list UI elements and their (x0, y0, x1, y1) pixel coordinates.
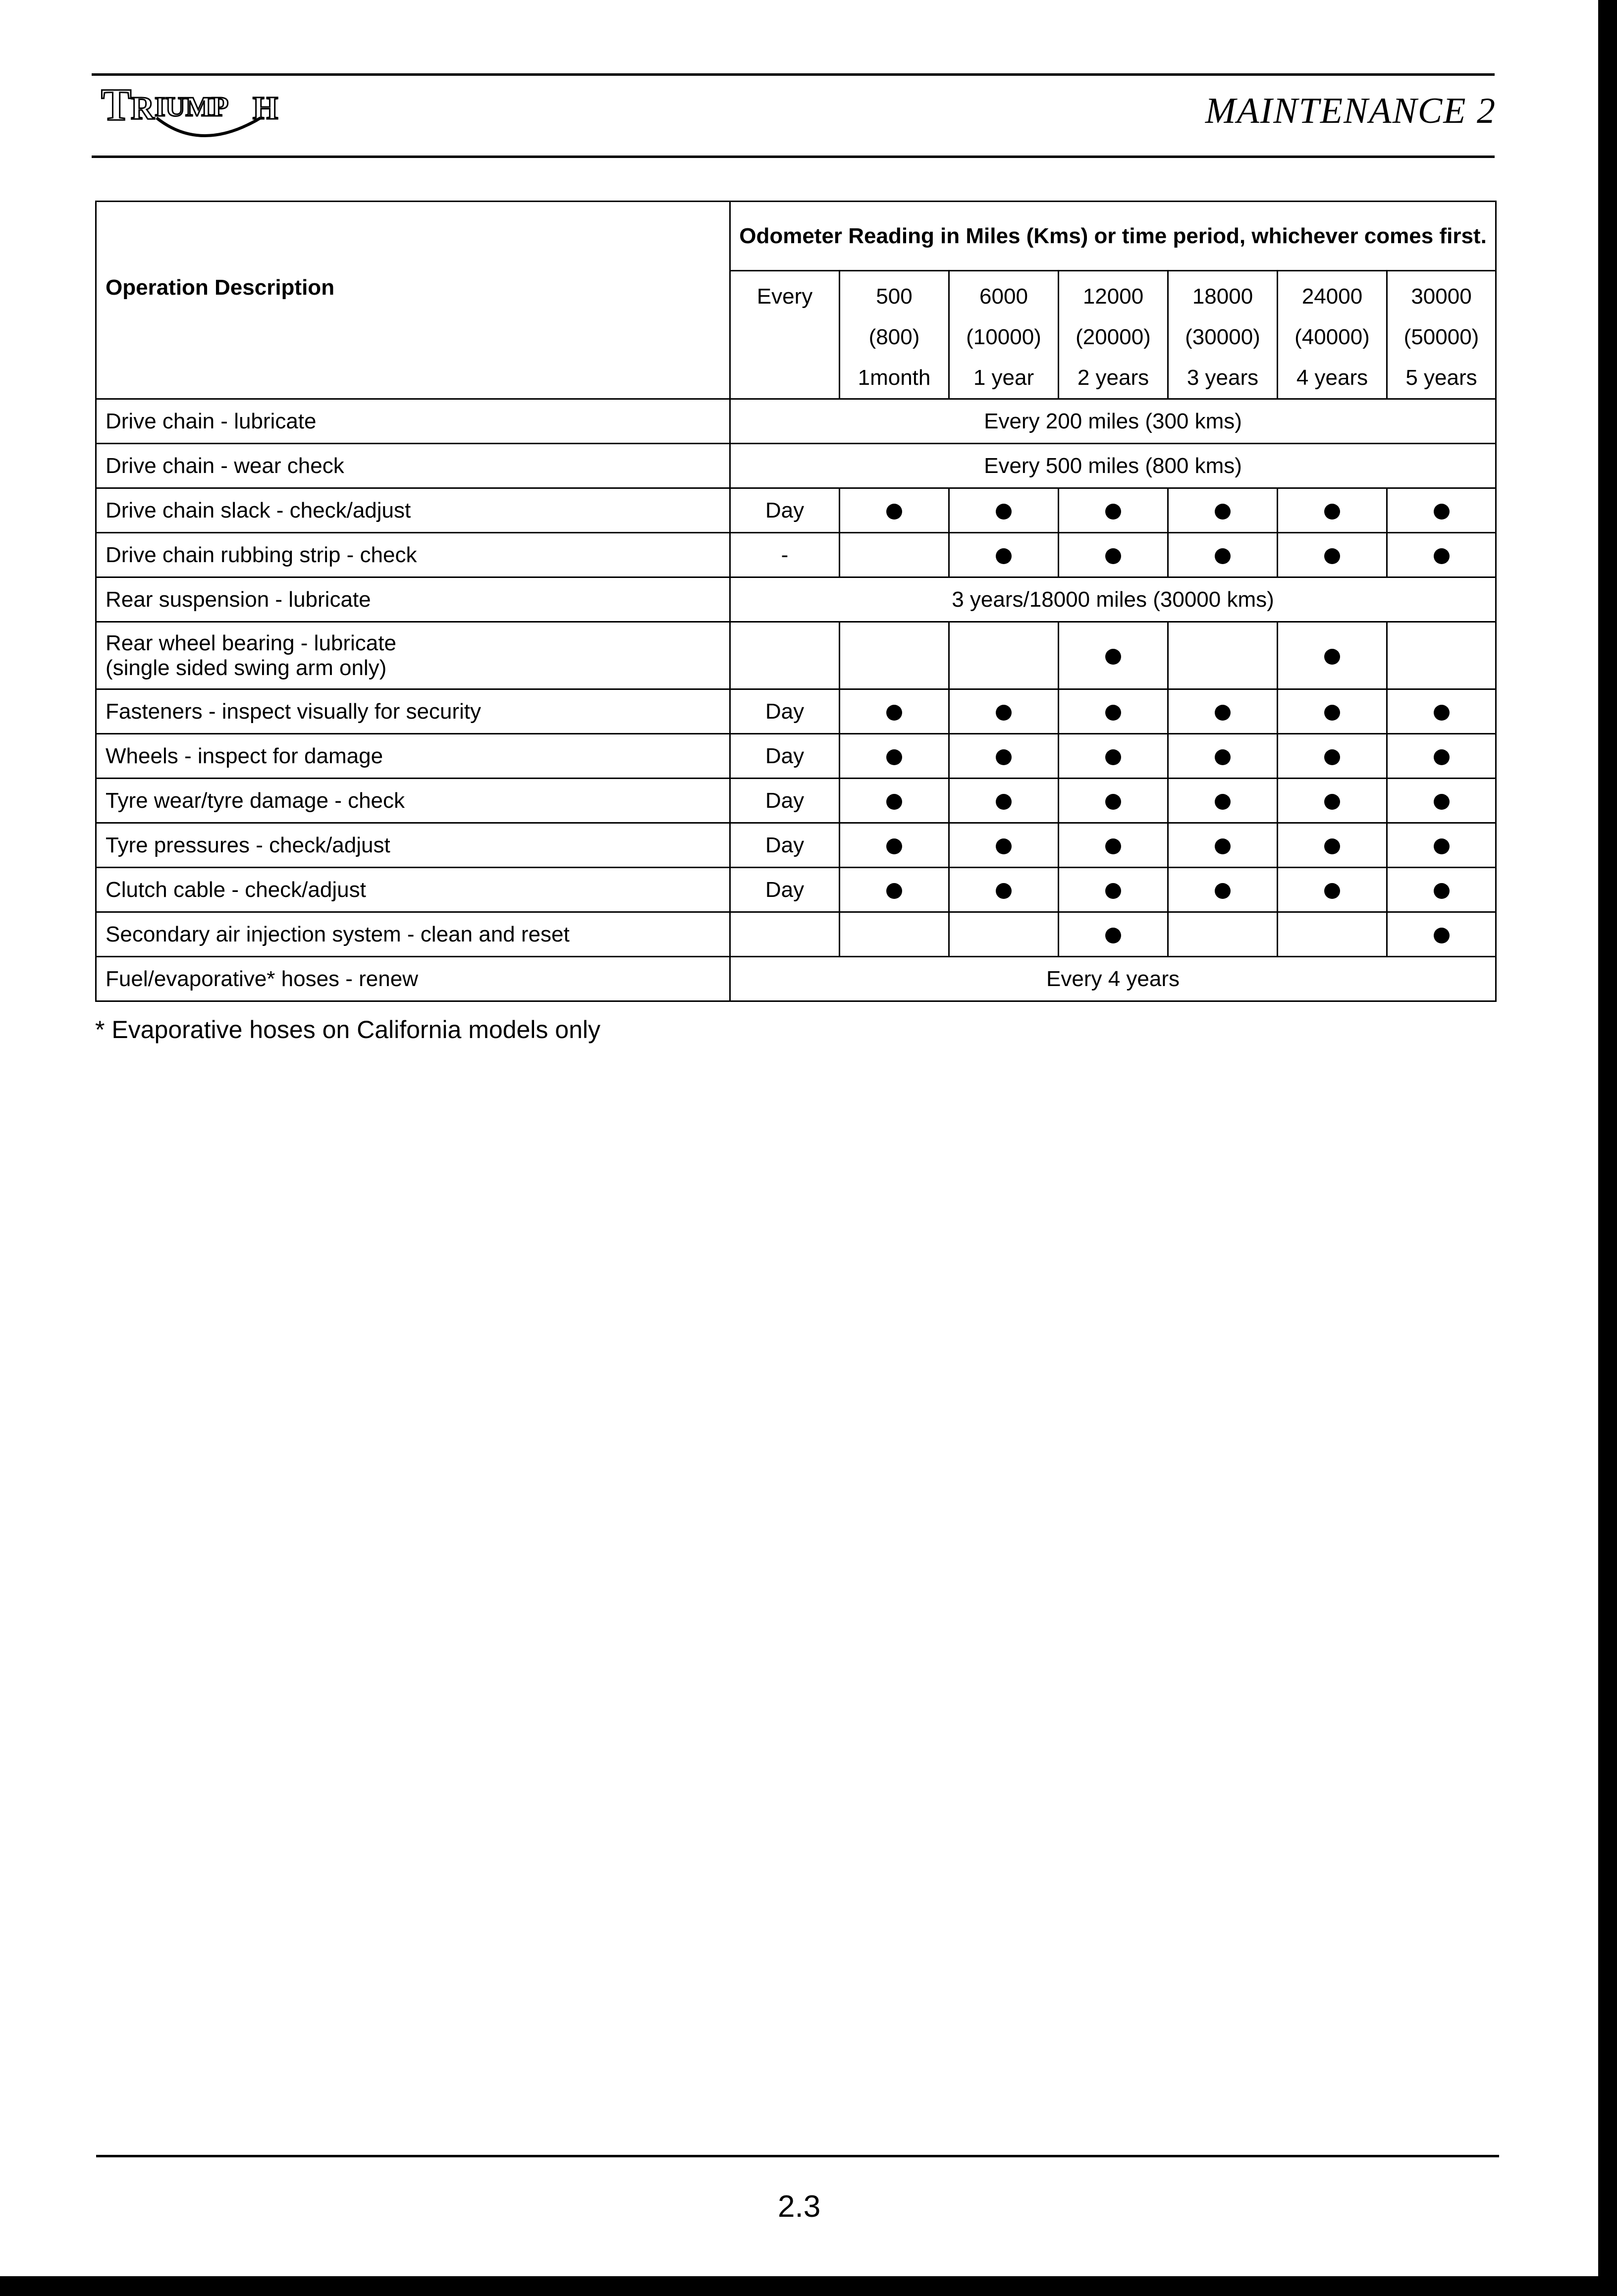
service-dot-icon (1434, 794, 1450, 810)
interval-mark-cell (1278, 779, 1387, 823)
service-dot-icon (1434, 548, 1450, 564)
operation-cell (96, 957, 730, 1001)
interval-mark-cell (1059, 533, 1168, 577)
interval-mark-cell (1168, 734, 1278, 779)
interval-kms: (800) (868, 325, 920, 349)
odometer-reading-header: Odometer Reading in Miles (Kms) or time period, whichever comes first. (730, 202, 1496, 271)
interval-header (1168, 271, 1278, 399)
service-dot-icon (1215, 749, 1231, 765)
service-dot-icon (886, 504, 902, 520)
service-dot-icon (996, 749, 1012, 765)
interval-mark-cell (840, 912, 949, 957)
operation-note: (single sided swing arm only) (106, 655, 387, 680)
interval-mark-cell (1168, 488, 1278, 533)
operation-text: Fuel/evaporative* hoses - renew (106, 966, 418, 991)
operation-text: Rear suspension - lubricate (106, 587, 371, 612)
operation-text: Fasteners - inspect visually for security (106, 699, 482, 724)
interval-mark-cell (949, 823, 1059, 868)
interval-mark-cell (1278, 734, 1387, 779)
every-cell: Day (730, 689, 840, 734)
every-cell: Day (730, 823, 840, 868)
interval-mark-cell (1059, 779, 1168, 823)
svg-text:R: R (131, 90, 155, 126)
svg-text:H: H (253, 90, 278, 126)
service-dot-icon (1324, 649, 1340, 665)
interval-mark-cell (840, 868, 949, 912)
service-dot-icon (1434, 504, 1450, 520)
footer-rule (96, 2155, 1499, 2157)
every-cell: Day (730, 734, 840, 779)
interval-mark-cell (840, 488, 949, 533)
table-row (96, 577, 1496, 622)
operation-text: Tyre pressures - check/adjust (106, 833, 390, 857)
interval-mark-cell (949, 734, 1059, 779)
interval-mark-cell (1168, 622, 1278, 689)
interval-mark-cell (1278, 868, 1387, 912)
interval-mark-cell (1278, 488, 1387, 533)
operation-text: Drive chain - lubricate (106, 409, 317, 433)
every-cell (730, 622, 840, 689)
interval-time: 4 years (1296, 365, 1368, 390)
service-dot-icon (1324, 705, 1340, 721)
interval-mark-cell (1387, 868, 1496, 912)
operation-cell (96, 488, 730, 533)
service-dot-icon (1105, 838, 1121, 854)
service-dot-icon (1105, 548, 1121, 564)
interval-mark-cell (1387, 689, 1496, 734)
service-dot-icon (1215, 705, 1231, 721)
interval-mark-cell (840, 734, 949, 779)
operation-description-header: Operation Description (96, 202, 730, 399)
operation-cell (96, 444, 730, 488)
interval-mark-cell (1387, 779, 1496, 823)
interval-kms: (40000) (1294, 325, 1370, 349)
operation-text: Wheels - inspect for damage (106, 743, 383, 768)
interval-mark-cell (1278, 689, 1387, 734)
interval-mark-cell (949, 779, 1059, 823)
header-rule (92, 156, 1495, 158)
interval-mark-cell (1059, 823, 1168, 868)
operation-cell (96, 868, 730, 912)
interval-mark-cell (1387, 488, 1496, 533)
interval-kms: (10000) (966, 325, 1041, 349)
interval-mark-cell (1168, 689, 1278, 734)
every-header: Every (730, 271, 840, 399)
interval-mark-cell (840, 779, 949, 823)
service-dot-icon (1324, 749, 1340, 765)
interval-time: 3 years (1186, 365, 1259, 390)
operation-cell (96, 823, 730, 868)
interval-mark-cell (1387, 734, 1496, 779)
operation-text: Tyre wear/tyre damage - check (106, 788, 405, 813)
service-dot-icon (1105, 749, 1121, 765)
interval-mark-cell (1059, 912, 1168, 957)
interval-mark-cell (1168, 823, 1278, 868)
interval-header (1387, 271, 1496, 399)
service-dot-icon (996, 794, 1012, 810)
interval-span-cell: Every 4 years (730, 957, 1496, 1001)
interval-mark-cell (1059, 689, 1168, 734)
interval-kms: (30000) (1185, 325, 1260, 349)
interval-kms: (50000) (1403, 325, 1479, 349)
table-row (96, 399, 1496, 444)
interval-mark-cell (1387, 622, 1496, 689)
table-row (96, 957, 1496, 1001)
interval-header (949, 271, 1059, 399)
service-dot-icon (1434, 838, 1450, 854)
interval-time: 2 years (1077, 365, 1149, 390)
interval-kms: (20000) (1076, 325, 1151, 349)
interval-header (1059, 271, 1168, 399)
operation-text: Secondary air injection system - clean and reset (106, 922, 570, 946)
interval-miles: 12000 (1082, 284, 1144, 309)
interval-time: 1 year (973, 365, 1034, 390)
table-row (96, 734, 1496, 779)
operation-cell (96, 399, 730, 444)
interval-mark-cell (1387, 823, 1496, 868)
interval-miles: 30000 (1411, 284, 1472, 309)
footnote: * Evaporative hoses on California models only (95, 1016, 600, 1044)
table-row (96, 912, 1496, 957)
every-cell: - (730, 533, 840, 577)
service-dot-icon (1434, 705, 1450, 721)
triumph-logo (97, 79, 315, 149)
interval-span-cell: Every 500 miles (800 kms) (730, 444, 1496, 488)
interval-mark-cell (1168, 533, 1278, 577)
operation-text: Drive chain - wear check (106, 453, 344, 478)
interval-span-cell: Every 200 miles (300 kms) (730, 399, 1496, 444)
operation-text: Clutch cable - check/adjust (106, 877, 366, 902)
table-row (96, 533, 1496, 577)
interval-mark-cell (949, 622, 1059, 689)
service-dot-icon (1324, 548, 1340, 564)
service-dot-icon (996, 883, 1012, 899)
every-cell (730, 912, 840, 957)
interval-mark-cell (949, 533, 1059, 577)
service-dot-icon (1324, 838, 1340, 854)
table-row (96, 622, 1496, 689)
service-dot-icon (1324, 794, 1340, 810)
table-row (96, 868, 1496, 912)
table-row (96, 488, 1496, 533)
interval-mark-cell (1278, 912, 1387, 957)
every-cell: Day (730, 488, 840, 533)
svg-text:T: T (101, 79, 132, 130)
service-dot-icon (1434, 883, 1450, 899)
operation-text: Drive chain slack - check/adjust (106, 498, 411, 522)
service-dot-icon (1105, 883, 1121, 899)
table-row (96, 689, 1496, 734)
interval-mark-cell (840, 533, 949, 577)
service-dot-icon (1215, 504, 1231, 520)
service-dot-icon (996, 504, 1012, 520)
interval-mark-cell (1278, 622, 1387, 689)
interval-time: 5 years (1405, 365, 1477, 390)
interval-mark-cell (1278, 533, 1387, 577)
service-dot-icon (1105, 649, 1121, 665)
operation-cell (96, 689, 730, 734)
interval-mark-cell (1387, 533, 1496, 577)
interval-mark-cell (1059, 622, 1168, 689)
interval-header (840, 271, 949, 399)
interval-time: 1month (858, 365, 931, 390)
service-dot-icon (1434, 928, 1450, 943)
operation-text: Drive chain rubbing strip - check (106, 542, 417, 567)
service-dot-icon (1215, 794, 1231, 810)
interval-mark-cell (1168, 868, 1278, 912)
operation-cell (96, 779, 730, 823)
every-cell: Day (730, 779, 840, 823)
service-dot-icon (886, 705, 902, 721)
service-dot-icon (1105, 794, 1121, 810)
service-dot-icon (886, 794, 902, 810)
interval-mark-cell (1168, 912, 1278, 957)
table-row (96, 444, 1496, 488)
interval-mark-cell (1059, 868, 1168, 912)
service-dot-icon (886, 749, 902, 765)
operation-cell (96, 912, 730, 957)
operation-text: Rear wheel bearing - lubricate (106, 630, 396, 655)
service-dot-icon (1105, 928, 1121, 943)
interval-mark-cell (840, 823, 949, 868)
interval-miles: 6000 (979, 284, 1028, 309)
interval-mark-cell (1278, 823, 1387, 868)
operation-cell (96, 734, 730, 779)
interval-mark-cell (1168, 779, 1278, 823)
service-dot-icon (886, 838, 902, 854)
interval-span-cell: 3 years/18000 miles (30000 kms) (730, 577, 1496, 622)
svg-text:IUMP: IUMP (155, 92, 229, 122)
operation-cell (96, 577, 730, 622)
operation-cell (96, 622, 730, 689)
interval-header (1278, 271, 1387, 399)
table-row (96, 779, 1496, 823)
service-dot-icon (996, 705, 1012, 721)
service-dot-icon (1324, 883, 1340, 899)
service-dot-icon (1324, 504, 1340, 520)
service-dot-icon (1105, 504, 1121, 520)
interval-mark-cell (1059, 488, 1168, 533)
interval-mark-cell (840, 622, 949, 689)
interval-mark-cell (949, 868, 1059, 912)
interval-mark-cell (949, 689, 1059, 734)
interval-mark-cell (949, 488, 1059, 533)
section-title: MAINTENANCE 2 (1205, 91, 1496, 131)
service-dot-icon (1434, 749, 1450, 765)
top-rule (92, 73, 1495, 76)
interval-miles: 500 (876, 284, 913, 309)
interval-mark-cell (1059, 734, 1168, 779)
service-dot-icon (1215, 838, 1231, 854)
service-dot-icon (1215, 883, 1231, 899)
table-row (96, 823, 1496, 868)
interval-mark-cell (840, 689, 949, 734)
service-dot-icon (1215, 548, 1231, 564)
page-number: 2.3 (778, 2190, 821, 2224)
interval-mark-cell (1387, 912, 1496, 957)
maintenance-schedule-table (95, 201, 1497, 1002)
interval-mark-cell (949, 912, 1059, 957)
service-dot-icon (996, 548, 1012, 564)
service-dot-icon (1105, 705, 1121, 721)
service-dot-icon (886, 883, 902, 899)
interval-miles: 18000 (1192, 284, 1253, 309)
interval-miles: 24000 (1301, 284, 1363, 309)
service-dot-icon (996, 838, 1012, 854)
operation-cell (96, 533, 730, 577)
every-cell: Day (730, 868, 840, 912)
